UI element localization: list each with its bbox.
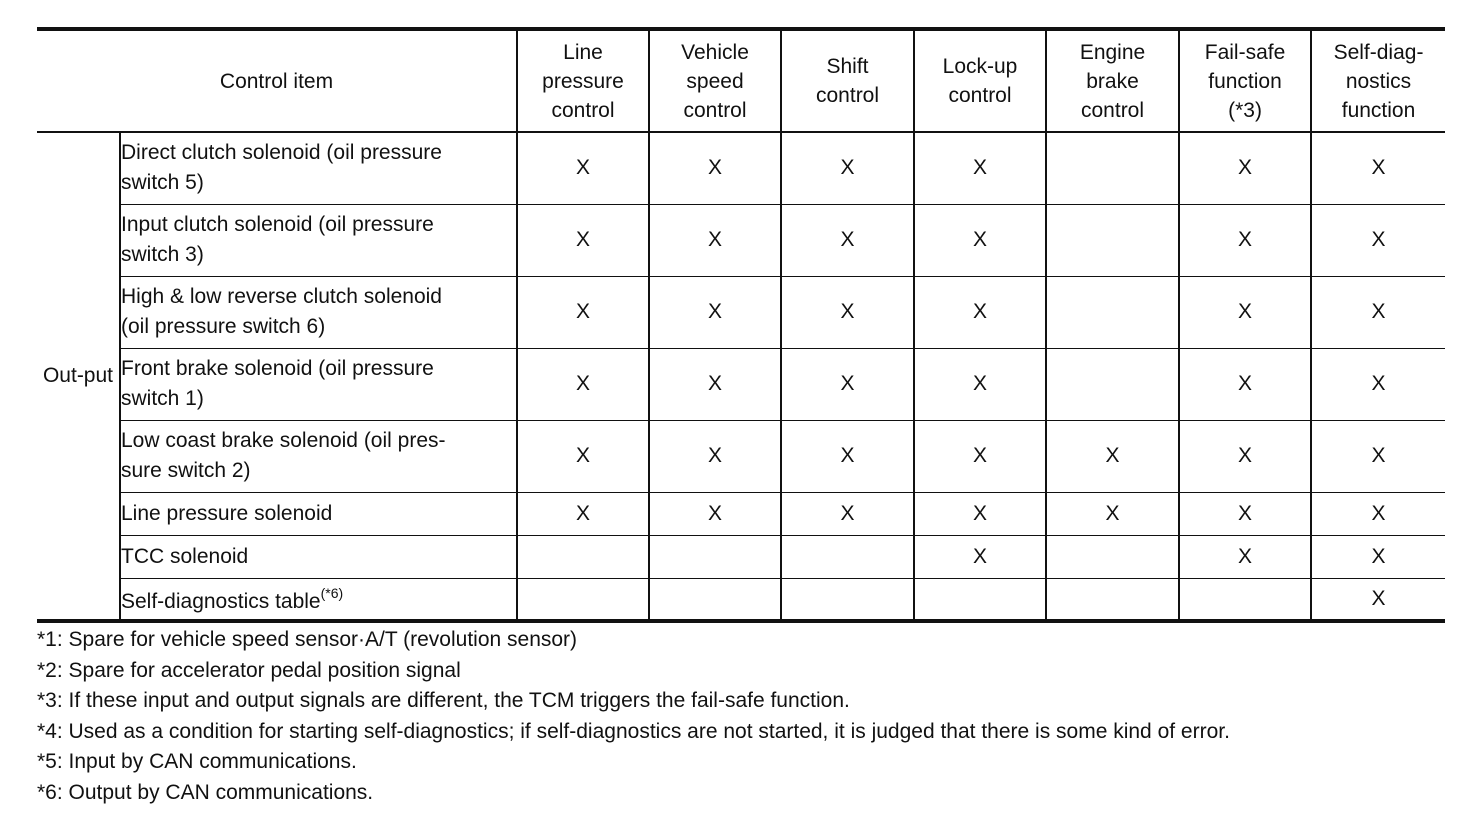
column-header-line: control — [948, 84, 1012, 107]
mark-cell — [1046, 578, 1179, 621]
mark-cell: X — [1046, 492, 1179, 535]
mark-cell — [649, 578, 781, 621]
control-item-line: Self-diagnostics table — [121, 590, 321, 614]
mark-cell: X — [1179, 535, 1311, 578]
table-row — [37, 276, 1445, 348]
mark-cell — [914, 578, 1046, 621]
control-item-name — [120, 492, 517, 535]
control-item-name — [120, 535, 517, 578]
mark-cell: X — [1179, 420, 1311, 492]
control-item-line: Direct clutch solenoid (oil pressure — [121, 141, 442, 165]
footnote-line: *5: Input by CAN communications. — [37, 750, 357, 774]
mark-cell — [1046, 535, 1179, 578]
mark-cell: X — [1311, 492, 1445, 535]
mark-cell: X — [517, 132, 649, 204]
mark-cell: X — [914, 492, 1046, 535]
footnote-line: *4: Used as a condition for starting self-diagnostics; if self-diagnostics are not started, it is judged that there is some kind of error. — [37, 719, 1230, 743]
column-header-line: Fail-safe — [1204, 40, 1286, 64]
column-header-line: control — [1081, 98, 1145, 122]
control-item-line: switch 3) — [121, 243, 204, 266]
table-row — [37, 578, 1445, 621]
mark-cell: X — [1179, 348, 1311, 420]
footnote-line: *2: Spare for accelerator pedal position signal — [37, 658, 461, 682]
mark-cell: X — [649, 132, 781, 204]
mark-cell — [517, 535, 649, 578]
document-page — [37, 27, 1445, 809]
column-header-line: Vehicle — [681, 40, 749, 64]
mark-cell: X — [517, 348, 649, 420]
mark-cell: X — [517, 276, 649, 348]
table-body — [37, 132, 1445, 621]
control-item-line: High & low reverse clutch solenoid — [121, 285, 442, 308]
column-header-line: Engine — [1079, 40, 1146, 64]
column-header-line: Line — [563, 40, 603, 64]
control-item-line: sure switch 2) — [121, 459, 251, 482]
control-item-name — [120, 276, 517, 348]
mark-cell: X — [1311, 132, 1445, 204]
mark-cell: X — [649, 348, 781, 420]
control-item-header: Control item — [37, 29, 517, 132]
mark-cell: X — [649, 492, 781, 535]
mark-cell: X — [914, 276, 1046, 348]
mark-cell: X — [1311, 578, 1445, 621]
control-item-line: Low coast brake solenoid (oil pres- — [121, 429, 446, 452]
mark-cell: X — [914, 348, 1046, 420]
mark-cell — [1046, 276, 1179, 348]
table-row — [37, 535, 1445, 578]
column-header — [1311, 29, 1445, 132]
mark-cell: X — [914, 420, 1046, 492]
mark-cell: X — [1046, 420, 1179, 492]
column-header-line: control — [683, 98, 747, 122]
mark-cell: X — [781, 420, 914, 492]
column-header — [517, 29, 649, 132]
mark-cell — [781, 578, 914, 621]
control-item-line: Input clutch solenoid (oil pressure — [121, 213, 434, 236]
control-item-name — [120, 348, 517, 420]
mark-cell: X — [517, 204, 649, 276]
column-header-line: control — [551, 98, 615, 122]
mark-cell — [649, 535, 781, 578]
mark-cell — [517, 578, 649, 621]
header-row — [37, 29, 1445, 132]
column-header — [781, 29, 914, 132]
mark-cell: X — [517, 420, 649, 492]
column-header-line: control — [816, 84, 880, 107]
control-item-name — [120, 578, 517, 621]
control-item-name — [120, 132, 517, 204]
mark-cell: X — [1179, 276, 1311, 348]
mark-cell: X — [1179, 204, 1311, 276]
group-label: Out-put — [37, 132, 120, 621]
column-header — [914, 29, 1046, 132]
table-row — [37, 132, 1445, 204]
control-item-name — [120, 420, 517, 492]
column-header-line: pressure — [542, 69, 624, 93]
column-header-line: (*3) — [1228, 98, 1262, 122]
control-item-line: Front brake solenoid (oil pressure — [121, 357, 434, 380]
mark-cell: X — [649, 276, 781, 348]
mark-cell: X — [781, 132, 914, 204]
mark-cell: X — [1311, 535, 1445, 578]
mark-cell: X — [914, 535, 1046, 578]
mark-cell: X — [649, 420, 781, 492]
mark-cell: X — [781, 204, 914, 276]
column-header-line: brake — [1086, 69, 1139, 93]
column-header-line: Self-diag- — [1333, 40, 1424, 64]
mark-cell — [781, 535, 914, 578]
column-header-line: nostics — [1345, 69, 1412, 93]
mark-cell: X — [781, 348, 914, 420]
mark-cell — [1046, 204, 1179, 276]
mark-cell: X — [1179, 492, 1311, 535]
control-item-line: TCC solenoid — [121, 544, 249, 568]
control-item-line: Line pressure solenoid — [121, 501, 333, 525]
mark-cell — [1179, 578, 1311, 621]
control-table — [37, 27, 1445, 623]
column-header — [649, 29, 781, 132]
column-header-line: Shift — [826, 55, 869, 78]
control-item-line: switch 1) — [121, 387, 204, 410]
mark-cell: X — [1179, 132, 1311, 204]
column-header-line: Lock-up — [942, 55, 1018, 78]
mark-cell: X — [1311, 420, 1445, 492]
column-header-line: function — [1341, 98, 1416, 122]
table-row — [37, 420, 1445, 492]
footnote-line: *3: If these input and output signals are different, the TCM triggers the fail-safe function. — [37, 689, 850, 713]
control-item-name — [120, 204, 517, 276]
mark-cell: X — [914, 132, 1046, 204]
column-header-line: speed — [686, 69, 744, 93]
mark-cell: X — [781, 492, 914, 535]
mark-cell: X — [649, 204, 781, 276]
mark-cell: X — [517, 492, 649, 535]
footnote-line: *1: Spare for vehicle speed sensor·A/T (revolution sensor) — [37, 628, 578, 651]
mark-cell: X — [1311, 204, 1445, 276]
table-row — [37, 492, 1445, 535]
mark-cell: X — [1311, 276, 1445, 348]
column-header — [1179, 29, 1311, 132]
column-header-line: function — [1208, 69, 1282, 93]
mark-cell — [1046, 132, 1179, 204]
control-item-line: (oil pressure switch 6) — [121, 315, 326, 338]
footnote-line: *6: Output by CAN communications. — [37, 780, 374, 804]
mark-cell: X — [914, 204, 1046, 276]
mark-cell: X — [1311, 348, 1445, 420]
mark-cell: X — [781, 276, 914, 348]
table-row — [37, 348, 1445, 420]
column-header — [1046, 29, 1179, 132]
footnotes — [37, 625, 1445, 809]
mark-cell — [1046, 348, 1179, 420]
control-item-line: switch 5) — [121, 171, 204, 195]
footnote-ref: (*6) — [320, 585, 344, 602]
table-row — [37, 204, 1445, 276]
